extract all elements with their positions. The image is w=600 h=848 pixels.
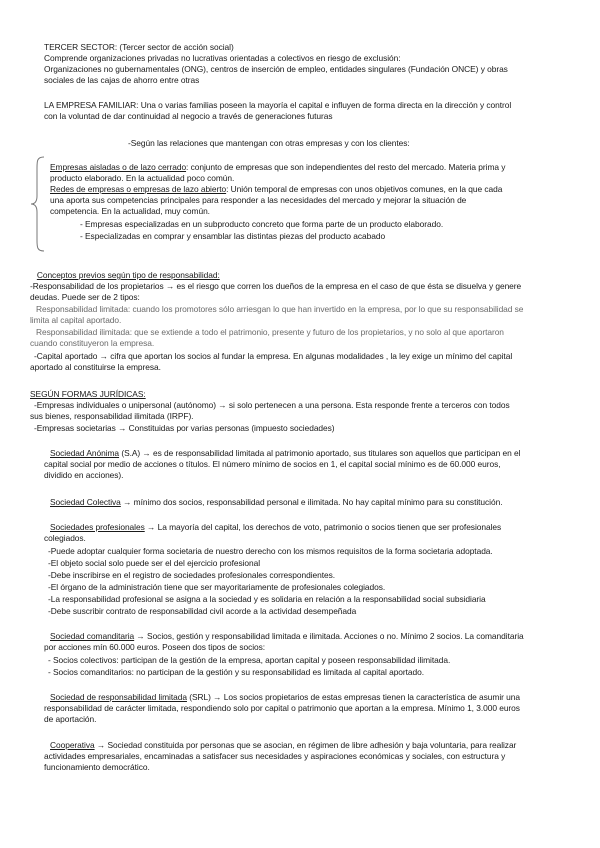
cooperativa-line: actividades empresariales, encaminadas a satisfacer sus necesidades y aspiraciones económicas y sociales, con estructura y (44, 751, 506, 761)
sociedad-anonima-line: capital social por medio de acciones o títulos. El número mínimo de socios en 1, el capital social mínimo es de 60.000 euros, (44, 459, 501, 469)
sociedades-profesionales-line: Sociedades profesionales → La mayoría del capital, los derechos de voto, patrimonio o socios tienen que ser profesionales (50, 522, 502, 532)
tercer-sector-line: Organizaciones no gubernamentales (ONG), centros de inserción de empleo, entidades singulares (Fundación ONCE) y obras (44, 64, 508, 74)
redes-sub-item: - Especializadas en comprar y ensamblar las distintas piezas del producto acabado (80, 231, 386, 241)
sociedad-comanditaria-line: Sociedad comanditaria → Socios, gestión y responsabilidad limitada e ilimitada. Acciones o no. Mínimo 2 socios. La comanditaria (50, 631, 524, 641)
sociedad-anonima-line: dividido en acciones). (44, 470, 124, 480)
empresas-aisladas-line: Empresas aisladas o de lazo cerrado: conjunto de empresas que son independientes del resto del mercado. Materia prima y (50, 162, 506, 172)
empresas-aisladas-line: producto elaborado. En la actualidad poco común. (50, 173, 235, 183)
sociedad-comanditaria-term: Sociedad comanditaria (50, 631, 135, 641)
formas-line: sus bienes, responsabilidad ilimitada (IRPF). (30, 411, 194, 421)
cooperativa-line: funcionamiento democrático. (44, 762, 150, 772)
cooperativa-term: Cooperativa (50, 740, 95, 750)
tercer-sector-line: Comprende organizaciones privadas no lucrativas orientadas a colectivos en riesgo de exclusión: (44, 53, 401, 63)
redes-empresas-line: competencia. En la actualidad, muy común. (50, 206, 210, 216)
responsabilidad-ilimitada-line: cuando constituyeron la empresa. (30, 338, 155, 348)
profesionales-item: -Debe inscribirse en el registro de sociedades profesionales correspondientes. (48, 570, 336, 580)
sociedades-profesionales-line: colegiados. (44, 533, 86, 543)
responsabilidad-limitada-line: Responsabilidad limitada: cuando los promotores sólo arriesgan lo que han invertido en la empresa, por lo que su responsabilidad se (36, 304, 524, 314)
comanditaria-item: - Socios colectivos: participan de la gestión de la empresa, aportan capital y poseen responsabilidad ilimitada. (48, 655, 451, 665)
profesionales-item: -El órgano de la administración tiene que ser mayoritariamente de profesionales colegiados. (48, 582, 386, 592)
curly-brace-icon (30, 156, 46, 252)
formas-line: -Empresas individuales o unipersonal (autónomo) → si solo pertenecen a una persona. Esta responde frente a terceros con todos (34, 400, 510, 410)
conceptos-line: deudas. Puede ser de 2 tipos: (30, 292, 140, 302)
conceptos-heading: Conceptos previos según tipo de responsabilidad: (36, 270, 220, 280)
redes-sub-item: - Empresas especializadas en un subproducto concreto que forma parte de un producto elaborado. (80, 219, 444, 229)
sociedad-colectiva-term: Sociedad Colectiva (50, 497, 121, 507)
formas-juridicas-heading: SEGÚN FORMAS JURÍDICAS: (30, 389, 146, 399)
tercer-sector-title: TERCER SECTOR: (Tercer sector de acción social) (44, 42, 234, 52)
srl-term: Sociedad de responsabilidad limitada (50, 692, 187, 702)
profesionales-item: -Debe suscribir contrato de responsabilidad civil acorde a la actividad desempeñada (48, 606, 357, 616)
comanditaria-item: - Socios comanditarios: no participan de la gestión y su responsabilidad es limitada al capital aportado. (48, 667, 425, 677)
cooperativa-line: Cooperativa → Sociedad constituida por personas que se asocian, en régimen de libre adhesión y baja voluntaria, para realizar (50, 740, 517, 750)
empresa-familiar-line: con la voluntad de dar continuidad al negocio a través de generaciones futuras (44, 111, 333, 121)
profesionales-item: -El objeto social solo puede ser el del ejercicio profesional (48, 558, 261, 568)
srl-line: Sociedad de responsabilidad limitada (SRL) → Los socios propietarios de estas empresas tienen la característica de asumir una (50, 692, 520, 702)
sociedad-comanditaria-line: por acciones mín 60.000 euros. Poseen dos tipos de socios: (44, 642, 266, 652)
empresas-aisladas-term: Empresas aisladas o de lazo cerrado (50, 162, 187, 172)
tercer-sector-line: sociales de las cajas de ahorro entre otras (44, 75, 200, 85)
profesionales-item: -La responsabilidad profesional se asigna a la sociedad y es solidaria en relación a la responsabilidad social subsidiaria (48, 594, 486, 604)
relaciones-heading: -Según las relaciones que mantengan con otras empresas y con los clientes: (128, 138, 410, 148)
sociedad-anonima-term: Sociedad Anónima (50, 448, 120, 458)
redes-empresas-term: Redes de empresas o empresas de lazo abierto (50, 184, 227, 194)
srl-line: de aportación. (44, 714, 97, 724)
profesionales-item: -Puede adoptar cualquier forma societaria de nuestro derecho con los mismos requisitos de la forma societaria adoptada. (48, 546, 493, 556)
conceptos-line: -Responsabilidad de los propietarios → es el riesgo que corren los dueños de la empresa en el caso de que ésta se disuelva y genere (30, 281, 522, 291)
redes-empresas-line: Redes de empresas o empresas de lazo abierto: Unión temporal de empresas con unos objetivos comunes, en la que cada (50, 184, 503, 194)
empresa-familiar-line: LA EMPRESA FAMILIAR: Una o varias familias poseen la mayoría el capital e influyen de forma directa en la dirección y control (44, 100, 512, 110)
capital-aportado-line: -Capital aportado → cifra que aportan los socios al fundar la empresa. En algunas modalidades , la ley exige un mínimo del capital (34, 351, 513, 361)
sociedades-profesionales-term: Sociedades profesionales (50, 522, 145, 532)
responsabilidad-ilimitada-line: Responsabilidad ilimitada: que se extiende a todo el patrimonio, presente y futuro de los propietarios, y no solo al que aportaron (36, 327, 504, 337)
redes-empresas-line: una aporta sus competencias principales para responder a las necesidades del mercado y mejorar la situación de (50, 195, 467, 205)
capital-aportado-line: aportado al constituirse la empresa. (30, 362, 161, 372)
responsabilidad-limitada-line: limita al capital aportado. (30, 315, 122, 325)
srl-line: responsabilidad de carácter limitada, respondiendo solo por capital o patrimonio que aportan a la empresa. Mínimo 1, 3.000 euros (44, 703, 520, 713)
sociedad-colectiva-line: Sociedad Colectiva → mínimo dos socios, responsabilidad personal e ilimitada. No hay capital mínimo para su constitución. (50, 497, 503, 507)
formas-line: -Empresas societarias → Constituidas por varias personas (impuesto sociedades) (34, 423, 335, 433)
sociedad-anonima-line: Sociedad Anónima (S.A) → es de responsabilidad limitada al patrimonio aportado, sus titulares son aquellos que participan en el (50, 448, 521, 458)
